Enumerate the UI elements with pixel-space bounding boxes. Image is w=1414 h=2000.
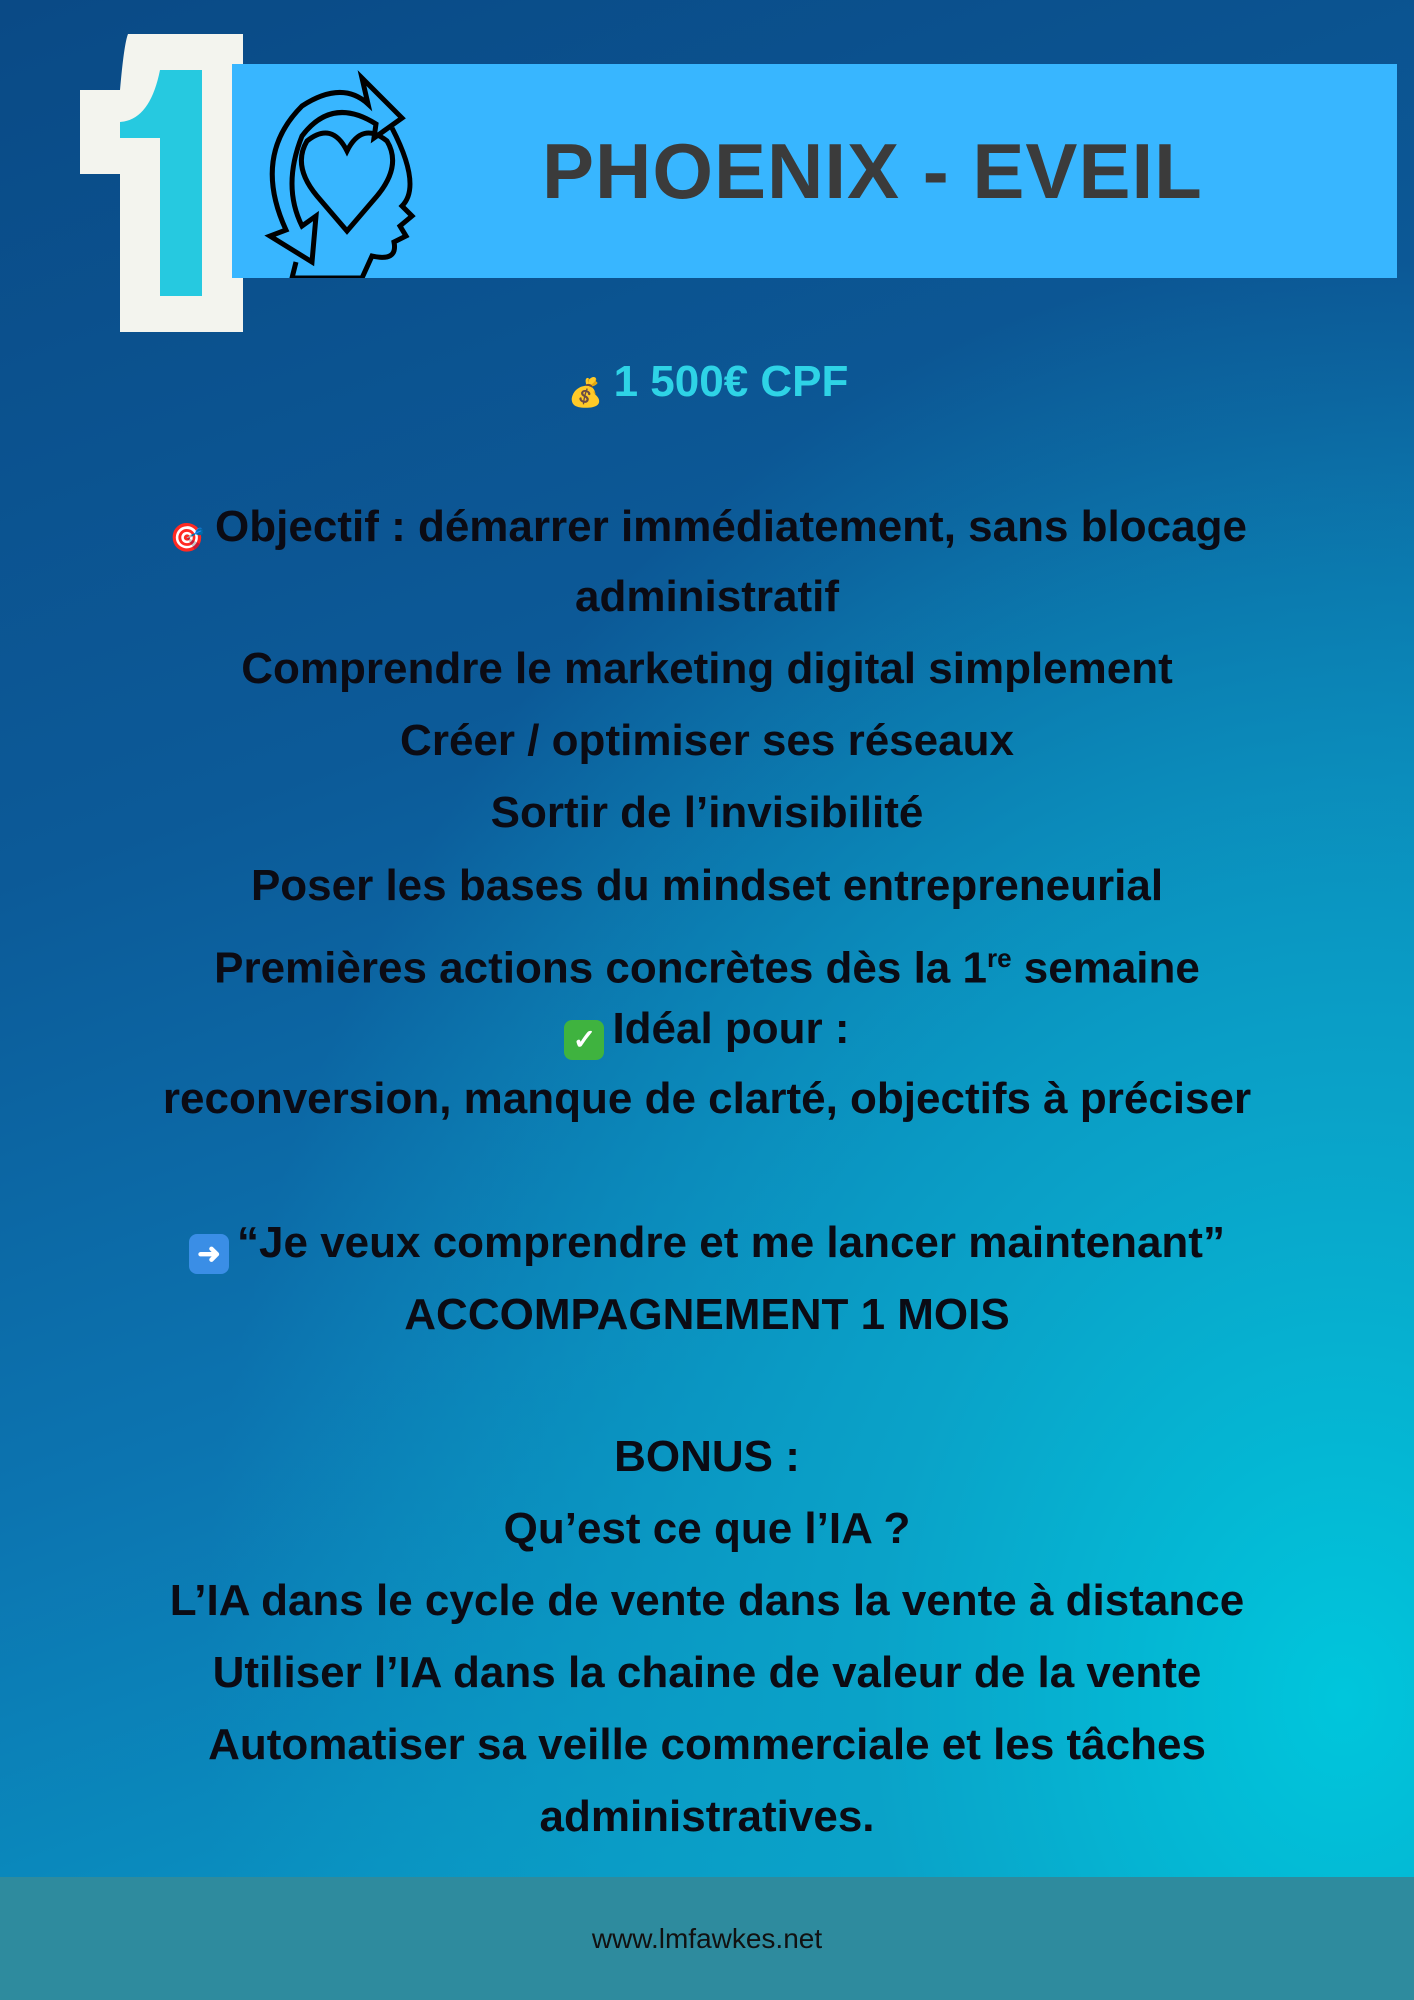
text-line: ACCOMPAGNEMENT 1 MOIS — [404, 1290, 1010, 1339]
quote-line — [0, 1207, 1414, 1279]
text-part: Premières actions concrètes dès la 1 — [214, 943, 987, 993]
text-line: administratives. — [539, 1792, 875, 1841]
number-badge — [80, 34, 243, 332]
text-line: reconversion, manque de clarté, objectifs à préciser — [162, 1074, 1252, 1123]
text-line: Utiliser l’IA dans la chaine de valeur de la vente — [212, 1648, 1202, 1697]
objective-line — [0, 491, 1414, 563]
text-line: L’IA dans le cycle de vente dans la vente à distance — [169, 1576, 1245, 1625]
text-line: Poser les bases du mindset entrepreneurial — [250, 861, 1164, 910]
text-line: Comprendre le marketing digital simplement — [241, 644, 1173, 693]
footer — [0, 1877, 1414, 2000]
ideal-text: Idéal pour : — [612, 1004, 850, 1053]
check-mark-icon: ✓ — [564, 1020, 604, 1060]
objective-text: Objectif : démarrer immédiatement, sans blocage — [215, 502, 1247, 551]
superscript: re — [986, 943, 1012, 973]
text-line: Sortir de l’invisibilité — [490, 788, 924, 837]
bonus-heading: BONUS : — [614, 1432, 800, 1481]
text-part: semaine — [1011, 943, 1200, 993]
svg-text:1: 1 — [80, 34, 81, 35]
target-icon: 🎯 — [169, 522, 205, 553]
price-text: 1 500€ CPF — [613, 357, 849, 406]
money-bag-icon: 💰 — [568, 377, 604, 408]
price-line — [0, 346, 1414, 418]
text-line: administratif — [574, 572, 840, 621]
page-title: PHOENIX - EVEIL — [542, 127, 1203, 215]
head-heart-arrows-icon — [262, 66, 432, 278]
website-link[interactable]: www.lmfawkes.net — [591, 1923, 823, 1954]
right-arrow-icon: ➜ — [189, 1234, 229, 1274]
text-line: Créer / optimiser ses réseaux — [400, 716, 1014, 765]
ideal-line — [0, 993, 1414, 1065]
text-line: Automatiser sa veille commerciale et les tâches — [208, 1720, 1206, 1769]
quote-text: “Je veux comprendre et me lancer maintenant” — [237, 1218, 1225, 1267]
text-line: Qu’est ce que l’IA ? — [503, 1504, 911, 1553]
